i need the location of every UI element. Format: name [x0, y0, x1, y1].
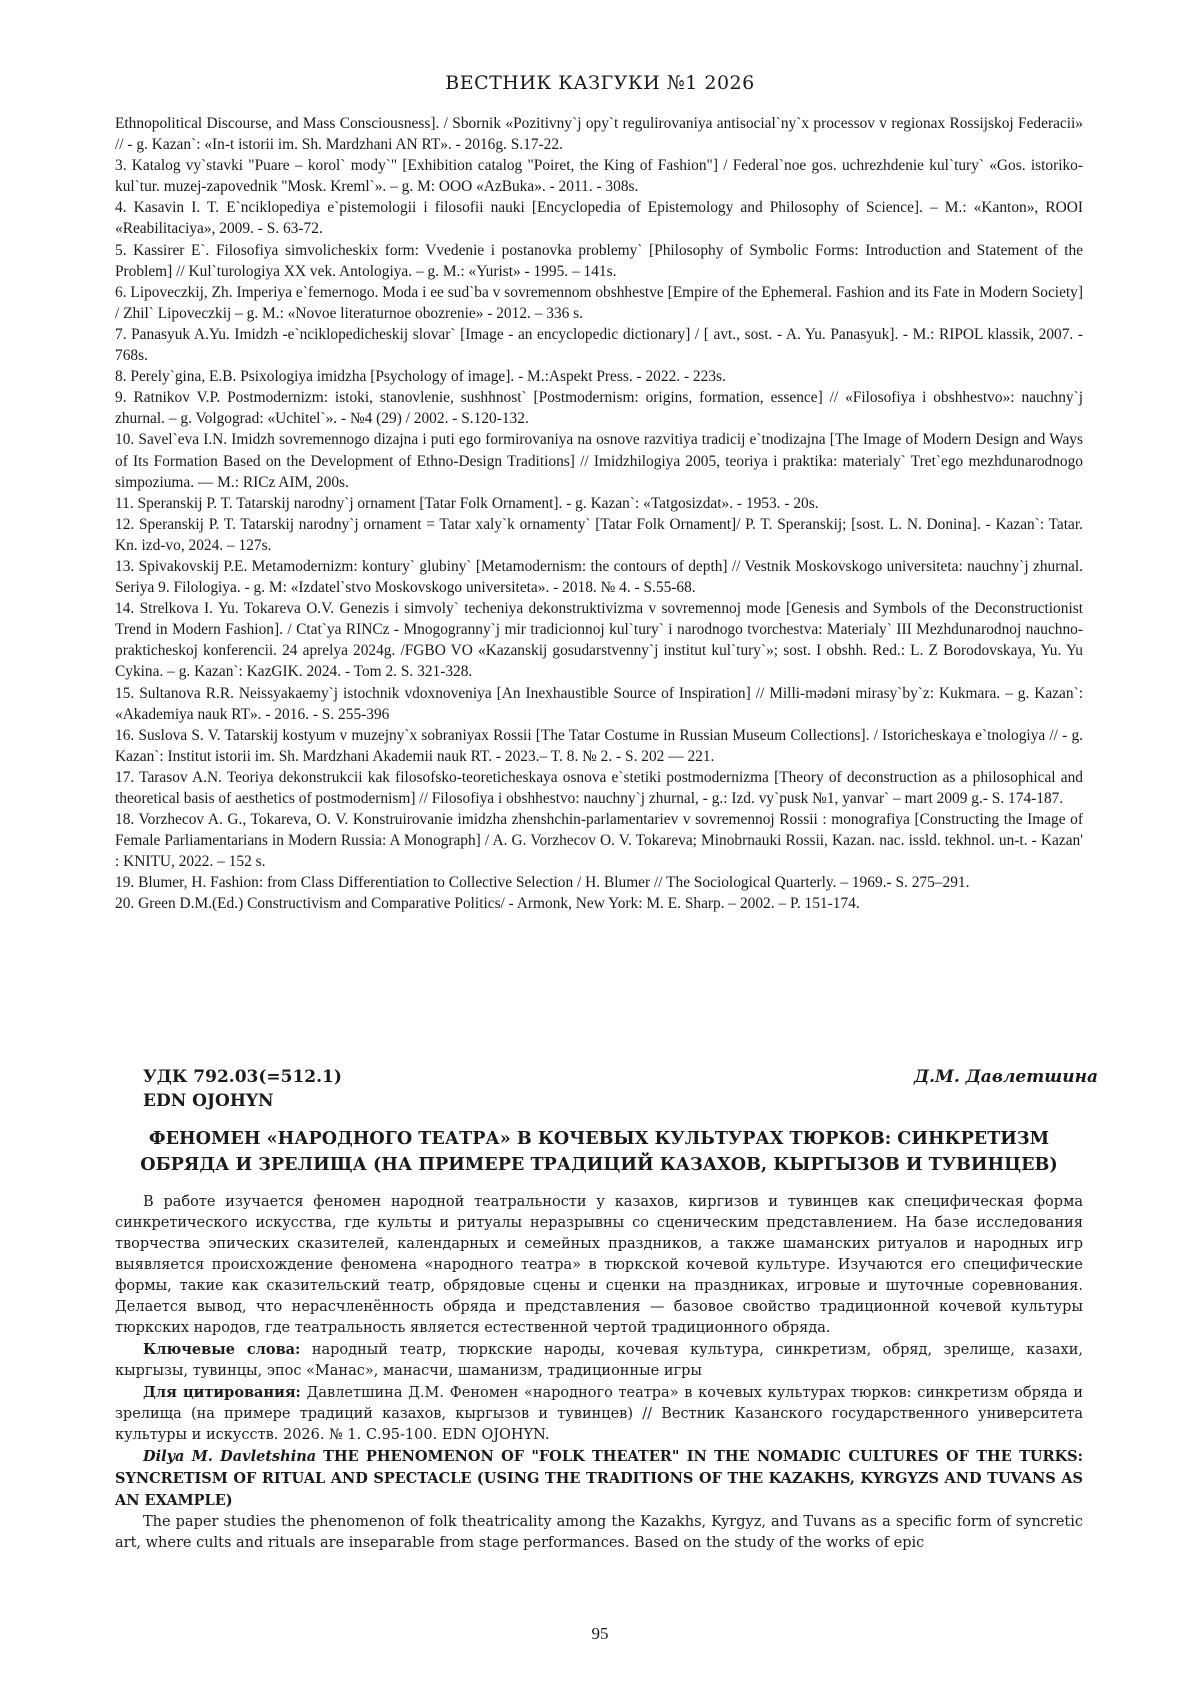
abstract-ru: В работе изучается феномен народной театральности у казахов, киргизов и тувинцев как специфическая форма синкретического искусства, где культы и ритуалы неразрывны со сценическим представлением. На базе исследования творчества эпических сказителей, календарных и семейных праздников, а также шаманских ритуалов и народных игр выявляется происхождение феномена «народного театра» в тюркской кочевой культуре. Изучаются его специфические формы, такие как сказительский театр, обрядовые сцены и сценки на праздниках, игровые и шуточные соревнования. Делается вывод, что нерасчленённость обряда и представления — базовое свойство традиционной кочевой культуры тюркских народов, где театральность является естественной чертой традиционного обряда. — [115, 1194, 1083, 1336]
udk-code: УДК 792.03(=512.1) — [143, 1067, 342, 1087]
english-author: Dilya M. Davletshina — [143, 1448, 317, 1465]
reference-item: 14. Strelkova I. Yu. Tokareva O.V. Genezis i simvoly` techeniya dekonstruktivizma v sovremennoj mode [Genesis and Symbols of the Deconstructionist Trend in Modern Fashion]. / Ctat`ya RINCz - Mnogogranny`j mir tradicionnoj kul`tury` i narodnogo tvorchestva: Materialy` III Mezhdunarodnoj nauchno-prakticheskoj konferencii. 24 aprelya 2024g. /FGBO VO «Kazanskij gosudarstvenny`j institut kul`tury`»; sost. I obshh. Red.: L. Z Borodovskaya, Yu. Yu Cykina. – g. Kazan`: KazGIK. 2024. - Tom 2. S. 321-328. — [115, 600, 1083, 681]
reference-item: 16. Suslova S. V. Tatarskij kostyum v muzejny`x sobraniyax Rossii [The Tatar Costume in Russian Museum Collections]. / Istoricheskaya e`tnologiya // - g. Kazan`: Institut istorii im. Sh. Mardzhani Akademii nauk RT. - 2023.– T. 8. № 2. - S. 202 — 221. — [115, 726, 1083, 765]
keywords-paragraph — [115, 1339, 1083, 1382]
reference-item: 5. Kassirer E`. Filosofiya simvolicheskix form: Vvedenie i postanovka problemy` [Philosophy of Symbolic Forms: Introduction and Statement of the Problem] // Kul`turologiya XX vek. Antologiya. – g. M.: «Yurist» - 1995. – 141s. — [115, 241, 1083, 280]
reference-item: 13. Spivakovskij P.E. Metamodernizm: kontury` glubiny` [Metamodernism: the contours of depth] // Vestnik Moskovskogo universiteta: nauchny`j zhurnal. Seriya 9. Filologiya. - g. M: «Izdatel`stvo Moskovskogo universiteta». - 2018. № 4. - S.55-68. — [115, 557, 1083, 597]
article-title — [115, 1126, 1083, 1178]
reference-item: 20. Green D.M.(Ed.) Constructivism and Comparative Politics/ - Armonk, New York: M. E. Sharp. – 2002. – P. 151-174. — [115, 895, 860, 913]
reference-item: 8. Perely`gina, E.B. Psixologiya imidzha [Psychology of image]. - M.:Aspekt Press. - 2022. - 223s. — [115, 368, 726, 386]
reference-item: 17. Tarasov A.N. Teoriya dekonstrukcii kak filosofsko-teoreticheskaya osnova e`stetiki postmodernizma [Theory of deconstruction as a philosophical and theoretical basis of aesthetics of postmodernism] // Filosofiya i obshhestvo: nauchny`j zhurnal, - g.: Izd. vy`pusk №1, yanvar` – mart 2009 g.- S. 174-187. — [115, 768, 1083, 807]
reference-item: 12. Speranskij P. T. Tatarskij narodny`j ornament = Tatar xaly`k ornamenty` [Tatar Folk Ornament]/ P. T. Speranskij; [sost. L. N. Donina]. - Kazan`: Tatar. Kn. izd-vo, 2024. – 127s. — [115, 515, 1083, 554]
reference-item: 4. Kasavin I. T. E`nciklopediya e`pistemologii i filosofii nauki [Encyclopedia of Epistemology and Philosophy of Science]. – M.: «Kanton», ROOI «Reabilitaciya», 2009. - S. 63-72. — [115, 199, 1083, 238]
article-title-line: ФЕНОМЕН «НАРОДНОГО ТЕАТРА» В КОЧЕВЫХ КУЛЬТУРАХ ТЮРКОВ: СИНКРЕТИЗМ — [148, 1128, 1050, 1149]
keywords-text: народный театр, тюркские народы, кочевая культура, синкретизм, обряд, зрелище, казахи, кыргызы, тувинцы, эпос «Манас», манасчи, шаманизм, традиционные игры — [115, 1342, 1083, 1379]
reference-item: 3. Katalog vy`stavki "Puare – korol` mody`" [Exhibition catalog "Poiret, the King of Fashion"] / Federal`noe gos. uchrezhdenie kul`tury` «Gos. istoriko-kul`tur. muzej-zapovednik "Mosk. Kreml`». – g. M: OOO «AzBuka». - 2011. - 308s. — [115, 157, 1083, 196]
author-name: Д.М. Давлетшина — [914, 1067, 1098, 1087]
journal-running-header: ВЕСТНИК КАЗГУКИ №1 2026 — [445, 72, 755, 94]
article-meta — [143, 1065, 1098, 1113]
article-body — [115, 1192, 1083, 1554]
reference-item: 9. Ratnikov V.P. Postmodernizm: istoki, stanovlenie, sushhnost` [Postmodernism: origins, formation, essence] // «Filosofiya i obshhestvo»: nauchny`j zhurnal. – g. Volgograd: «Uchitel`». - №4 (29) / 2002. - S.120-132. — [115, 389, 1083, 428]
english-title-paragraph — [115, 1446, 1083, 1512]
citation-paragraph — [115, 1382, 1083, 1446]
abstract-en: The paper studies the phenomenon of folk theatricality among the Kazakhs, Kyrgyz, and Tuvans as a specific form of syncretic art, where cults and rituals are inseparable from stage performances. Based on the study of the works of epic — [115, 1514, 1083, 1551]
reference-item: Ethnopolitical Discourse, and Mass Consciousness]. / Sbornik «Pozitivny`j opy`t regulirovaniya antisocial`ny`x processov v regionax Rossijskoj Federacii» // - g. Kazan`: «In-t istorii im. Sh. Mardzhani AN RT». - 2016g. S.17-22. — [115, 115, 1083, 154]
reference-item: 11. Speranskij P. T. Tatarskij narodny`j ornament [Tatar Folk Ornament]. - g. Kazan`: «Tatgosizdat». - 1953. - 20s. — [115, 494, 819, 512]
reference-item: 18. Vorzhecov A. G., Tokareva, O. V. Konstruirovanie imidzha zhenshchin-parlamentariev v sovremennoj Rossii : monografiya [Constructing the Image of Female Parliamentarians in Modern Russia: A Monograph] / A. G. Vorzhecov O. V. Tokareva; Minobrnauki Rossii, Kazan. nac. issld. tekhnol. un-t. - Kazan' : KNITU, 2022. – 152 s. — [115, 811, 1083, 871]
reference-item: 7. Panasyuk A.Yu. Imidzh -e`nciklopedicheskij slovar` [Image - an encyclopedic dictionary] / [ avt., sost. - A. Yu. Panasyuk]. - M.: RIPOL klassik, 2007. - 768s. — [115, 325, 1083, 365]
reference-item: 10. Savel`eva I.N. Imidzh sovremennogo dizajna i puti ego formirovaniya na osnove razvitiya tradicij e`tnodizajna [The Image of Modern Design and Ways of Its Formation Based on the Development of Ethno-Design Traditions] // Imidzhilogiya 2005, teoriya i praktika: materialy` Tret`ego mezhdunarodnogo simpoziuma. — M.: RICz AIM, 200s. — [115, 431, 1083, 491]
reference-item: 6. Lipoveczkij, Zh. Imperiya e`femernogo. Moda i ee sud`ba v sovremennom obshhestve [Empire of the Ephemeral. Fashion and its Fate in Modern Society] / Zhil` Lipoveczkij – g. M.: «Novoe literaturnoe obozrenie» - 2012. – 336 s. — [115, 283, 1083, 322]
english-title: THE PHENOMENON OF "FOLK THEATER" IN THE NOMADIC CULTURES OF THE TURKS: SYNCRETISM OF RITUAL AND SPECTACLE (USING THE TRADITIONS OF THE KAZAKHS, KYRGYZS AND TUVANS AS AN EXAMPLE) — [115, 1448, 1084, 1509]
keywords-label: Ключевые слова: — [143, 1341, 301, 1358]
edn-code: EDN OJOHYN — [143, 1091, 274, 1111]
reference-item: 15. Sultanova R.R. Neissyakaemy`j istochnik vdoxnoveniya [An Inexhaustible Source of Inspiration] // Milli-mədəni mirasy`by`z: Kukmara. – g. Kazan`: «Akademiya nauk RT». - 2016. - S. 255-396 — [115, 684, 1083, 723]
reference-item: 19. Blumer, H. Fashion: from Class Differentiation to Collective Selection / H. Blumer // The Sociological Quarterly. – 1969.- S. 275–291. — [115, 874, 970, 892]
article-title-line: ОБРЯДА И ЗРЕЛИЩА (НА ПРИМЕРЕ ТРАДИЦИЙ КАЗАХОВ, КЫРГЫЗОВ И ТУВИНЦЕВ) — [140, 1154, 1058, 1175]
references-list — [115, 113, 1083, 915]
citation-label: Для цитирования: — [143, 1384, 301, 1401]
page-number: 95 — [591, 1624, 609, 1643]
citation-text: Давлетшина Д.М. Феномен «народного театра» в кочевых культурах тюрков: синкретизм обряда и зрелища (на примере традиций казахов, кыргызов и тувинцев) // Вестник Казанского государственного университета культуры и искусств. 2026. № 1. С.95-100. EDN OJOHYN. — [115, 1385, 1083, 1443]
